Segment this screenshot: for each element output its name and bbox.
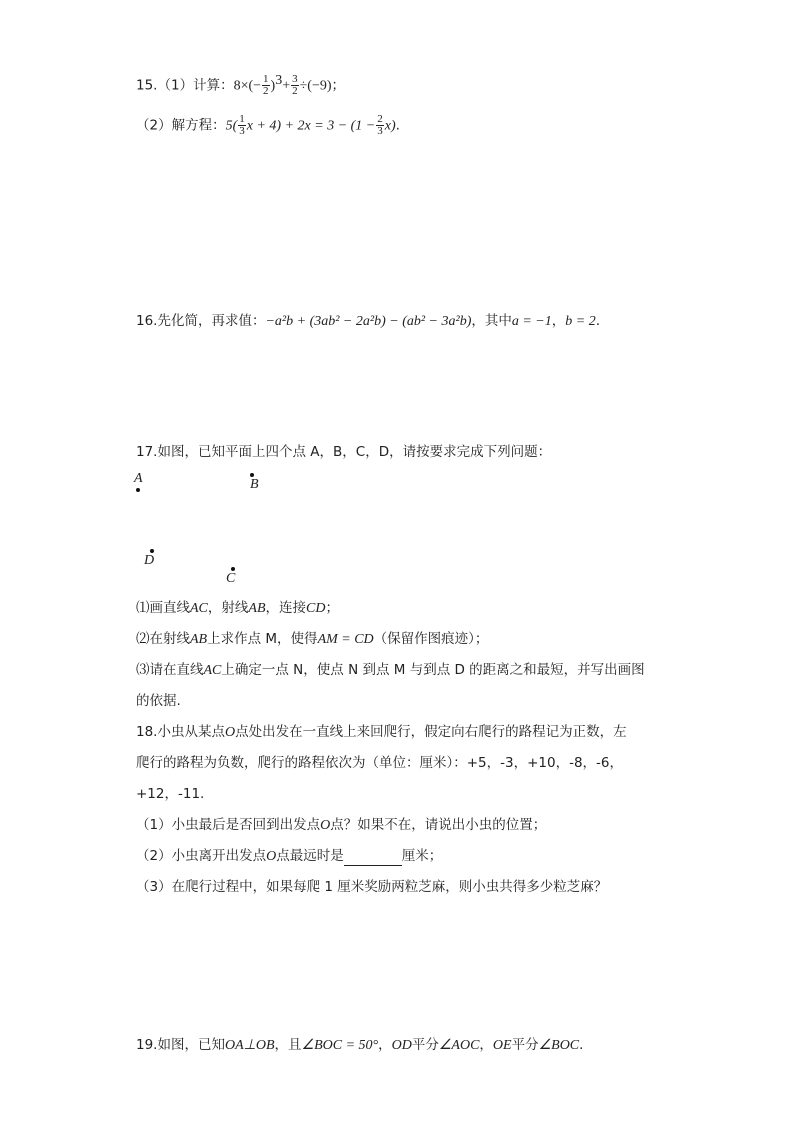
q19-angle-boc-2: ∠BOC — [538, 1038, 580, 1053]
q19-angle-aoc: ∠AOC — [438, 1038, 480, 1053]
q17-p3-line: AC — [203, 663, 222, 678]
q18-part3: （3）在爬行过程中，如果每爬 1 厘米奖励两粒芝麻，则小虫共得多少粒芝麻？ — [136, 879, 608, 895]
q19-sep1: ， — [378, 1037, 392, 1053]
q15-p2-end: . — [395, 117, 400, 134]
q19-number: 19. — [136, 1037, 158, 1053]
q19-sep2: ， — [479, 1037, 493, 1053]
q18-p1-o: O — [320, 818, 331, 833]
q18-p2-a: （2）小虫离开出发点 — [136, 848, 267, 864]
q17-stem-text: 如图，已知平面上四个点 A，B，C，D，请按要求完成下列问题： — [157, 444, 552, 460]
q17-p2-text-c: （保留作图痕迹）； — [373, 631, 489, 647]
answer-blank[interactable] — [344, 851, 402, 866]
q19-end: . — [579, 1037, 584, 1053]
ray-ab: AB — [248, 601, 266, 616]
q19-oe: OE — [492, 1038, 512, 1053]
q18-p2-c: 厘米； — [401, 848, 443, 864]
q15-p1-expr-d: ÷(−9) — [299, 78, 332, 94]
q18-line1 — [136, 723, 627, 742]
q15-p2-frac1: $\frac{1}{3}$ — [239, 113, 245, 137]
q19-angle-boc: ∠BOC = 50° — [301, 1038, 379, 1053]
q17-p1-text-a: ⑴画直线 — [136, 600, 190, 616]
q16-cond-a: a = −1 — [511, 314, 552, 329]
q18-line1-b: 点处出发在一直线上来回爬行，假定向右爬行的路程记为正数，左 — [235, 724, 627, 740]
q15-p1-expr-b: ) — [270, 78, 276, 94]
q19-perpendicular: OA⊥OB — [224, 1038, 275, 1053]
q16-cond-b: b = 2 — [565, 314, 596, 329]
q18-number: 18. — [136, 724, 158, 740]
q15-p2-frac2: $\frac{2}{3}$ — [377, 113, 383, 137]
q15-p1-frac1: $\frac{1}{2}$ — [263, 73, 269, 97]
q18-p1-b: 点？如果不在，请说出小虫的位置； — [330, 817, 547, 833]
q17-p2-equation: AM = CD — [317, 632, 374, 647]
point-a-label: A — [134, 471, 143, 486]
point-c-label: C — [226, 571, 236, 586]
q15-p1-end: ； — [331, 77, 346, 94]
q18-part1 — [136, 816, 546, 835]
point-o: O — [224, 725, 236, 740]
q15-p1-label: （1）计算： — [157, 77, 234, 94]
line-ac: AC — [190, 601, 208, 616]
q19-text-b: ，且 — [274, 1037, 302, 1053]
q17-part3-cont: 的依据. — [136, 693, 181, 709]
q16-expression: −a²b + (3ab² − 2a²b) − (ab² − 3a²b) — [265, 314, 472, 329]
q15-p2-expr-b: x + 4) + 2x = 3 − (1 − — [246, 118, 376, 134]
q19-line — [136, 1036, 583, 1055]
q15-number: 15. — [136, 77, 158, 94]
q18-line3: +12，-11. — [136, 786, 205, 802]
q16-text-b: ，其中 — [471, 313, 512, 329]
point-a-dot — [136, 488, 140, 492]
q15-p2-expr-c: x) — [384, 118, 396, 134]
q17-part1 — [136, 599, 339, 618]
q18-line2: 爬行的路程为负数，爬行的路程依次为（单位：厘米）：+5，-3，+10，-8，-6， — [136, 755, 624, 771]
q18-p2-b: 点最远时是 — [276, 848, 344, 864]
q15-p1-frac2: $\frac{3}{2}$ — [292, 73, 298, 97]
q17-p2-ray: AB — [190, 632, 208, 647]
q16-line — [136, 312, 600, 331]
q16-end: . — [595, 313, 601, 329]
q17-part3 — [136, 661, 645, 680]
point-b-label: B — [250, 477, 259, 492]
q17-p1-text-c: ，连接 — [265, 600, 306, 616]
q17-part2 — [136, 630, 488, 649]
q15-p1-expr-c: + — [282, 78, 291, 94]
q15-part1 — [136, 72, 345, 97]
q17-p1-text-d: ； — [325, 600, 339, 616]
q15-p1-exponent: 3 — [275, 73, 283, 88]
segment-cd: CD — [306, 601, 326, 616]
q18-p1-a: （1）小虫最后是否回到出发点 — [136, 817, 321, 833]
q17-p3-text-a: ⑶请在直线 — [136, 662, 204, 678]
q15-part2 — [136, 114, 400, 137]
point-d-label: D — [144, 553, 155, 568]
q15-p1-expr-a: 8×(− — [233, 78, 262, 94]
q15-p2-expr-a: 5( — [225, 118, 238, 134]
q18-part2 — [136, 847, 442, 866]
q17-p2-text-b: 上求作点 M，使得 — [207, 631, 318, 647]
q16-text-a: 先化简，再求值： — [157, 313, 266, 329]
q16-sep: ， — [551, 313, 566, 329]
q19-text-a: 如图，已知 — [157, 1037, 225, 1053]
q17-p2-text-a: ⑵在射线 — [136, 631, 190, 647]
q15-p2-label: （2）解方程： — [136, 117, 226, 134]
q19-od: OD — [391, 1038, 412, 1053]
q19-text-c: 平分 — [411, 1037, 439, 1053]
q19-text-d: 平分 — [511, 1037, 539, 1053]
q18-line1-a: 小虫从某点 — [157, 724, 225, 740]
q16-number: 16. — [136, 313, 158, 329]
q17-p3-text-b: 上确定一点 N，使点 N 到点 M 与到点 D 的距离之和最短，并写出画图 — [221, 662, 645, 678]
q18-p2-o: O — [266, 849, 277, 864]
q17-p1-text-b: ，射线 — [207, 600, 249, 616]
q17-stem — [136, 443, 551, 461]
q17-number: 17. — [136, 444, 158, 460]
